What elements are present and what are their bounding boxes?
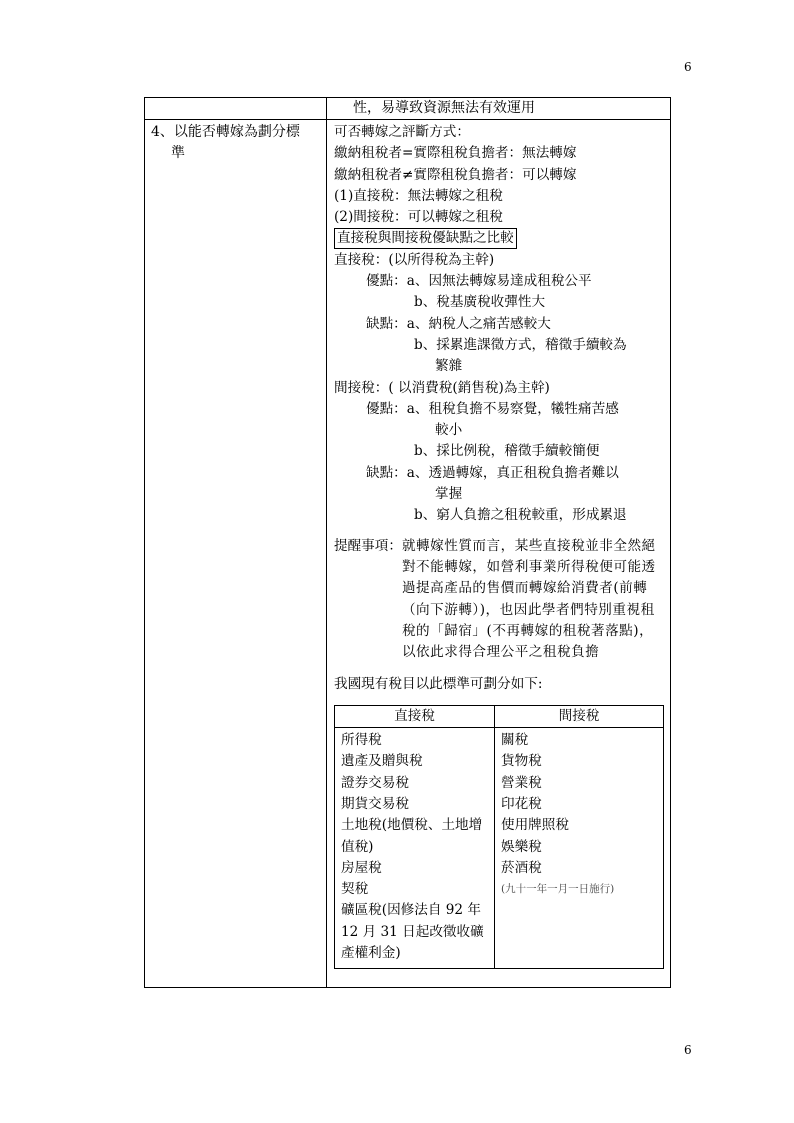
- direct-tax-item: 遺產及贈與稅: [341, 753, 423, 770]
- direct-tax-item: 土地稅(地價稅、土地增值稅): [341, 817, 483, 855]
- page-number-bottom: 6: [684, 1043, 692, 1057]
- section-label-cell: [145, 120, 327, 988]
- indirect-tax-item: 關稅: [501, 732, 529, 749]
- direct-tax-item: 期貨交易稅: [341, 795, 409, 812]
- direct-tax-item: 證券交易稅: [341, 774, 409, 791]
- indirect-tax-note: (九十一年一月一日施行): [501, 883, 615, 896]
- indirect-heading: 間接稅：( 以消費稅(銷售稅)為主幹): [334, 379, 550, 396]
- direct-heading: 直接稅：(以所得稅為主幹): [334, 251, 495, 268]
- direct-disadvantage-b-cont: 繁雜: [435, 358, 463, 375]
- indirect-tax-item: 印花稅: [501, 795, 542, 812]
- indirect-disadvantage-b: b、窮人負擔之租稅較重，形成累退: [414, 507, 627, 524]
- direct-disadvantage-b: b、採累進課徵方式，稽徵手續較為: [414, 336, 627, 353]
- section-label-line1: 4、以能否轉嫁為劃分標: [151, 124, 300, 140]
- continuation-row: [145, 98, 671, 120]
- page-number-top: 6: [684, 60, 692, 74]
- indirect-tax-item: 娛樂稅: [501, 838, 542, 855]
- direct-tax-item: 房屋稅: [341, 859, 382, 876]
- direct-tax-item: 所得稅: [341, 732, 382, 749]
- content-line: (2)間接稅：可以轉嫁之租稅: [334, 209, 503, 226]
- direct-tax-header: 直接稅: [335, 705, 495, 727]
- direct-tax-list: [335, 728, 495, 969]
- content-table: [144, 97, 671, 988]
- indirect-advantage-a-cont: 較小: [435, 422, 463, 439]
- reminder-label: 提醒事項：: [334, 537, 402, 554]
- content-line: (1)直接稅：無法轉嫁之租稅: [334, 187, 503, 204]
- continuation-left-cell: [145, 98, 327, 120]
- section-content-cell: [327, 120, 671, 988]
- reminder-block: [334, 536, 670, 664]
- content-line: 繳納租稅者=實際租稅負擔者：無法轉嫁: [334, 145, 577, 162]
- indirect-tax-item: 使用牌照稅: [501, 817, 569, 834]
- content-line: 繳納租稅者≠實際租稅負擔者：可以轉嫁: [334, 166, 577, 183]
- direct-tax-item: 礦區稅(因修法自 92 年 12 月 31 日起改徵收礦產權利金): [341, 902, 484, 961]
- continuation-text: 性，易導致資源無法有效運用: [327, 98, 671, 120]
- boxed-heading: 直接稅與間接稅優缺點之比較: [334, 228, 517, 249]
- direct-advantage-b: b、稅基廣稅收彈性大: [414, 294, 546, 311]
- direct-tax-item: 契稅: [341, 881, 369, 898]
- tax-classification-table: [334, 705, 664, 970]
- indirect-disadvantage-a: 缺點：a、透過轉嫁，真正租稅負擔者難以: [366, 464, 619, 481]
- direct-advantage-a: 優點：a、因無法轉嫁易達成租稅公平: [366, 273, 592, 290]
- content-line: 可否轉嫁之評斷方式：: [334, 124, 470, 140]
- indirect-tax-item: 營業稅: [501, 774, 542, 791]
- section-row: [145, 120, 671, 988]
- indirect-advantage-b: b、採比例稅，稽徵手續較簡便: [414, 443, 600, 460]
- section-label-line2: 準: [171, 145, 185, 161]
- indirect-tax-item: 菸酒稅: [501, 859, 542, 876]
- indirect-disadvantage-a-cont: 掌握: [435, 486, 463, 503]
- indirect-advantage-a: 優點：a、租稅負擔不易察覺，犧牲痛苦感: [366, 400, 619, 417]
- indirect-tax-item: 貨物稅: [501, 753, 542, 770]
- direct-disadvantage-a: 缺點：a、納稅人之痛苦感較大: [366, 315, 551, 332]
- classification-intro: 我國現有稅目以此標準可劃分如下:: [334, 676, 543, 693]
- indirect-tax-list: [495, 728, 664, 969]
- reminder-text: 就轉嫁性質而言，某些直接稅並非全然絕對不能轉嫁，如營利事業所得稅便可能透過提高產品的售價而轉嫁給消費者(前轉（向下游轉）)，也因此學者們特別重視租稅的「歸宿」(不再轉嫁的租稅著落點)，以依此求得合理公平之租稅負擔: [401, 537, 656, 661]
- indirect-tax-header: 間接稅: [495, 705, 664, 727]
